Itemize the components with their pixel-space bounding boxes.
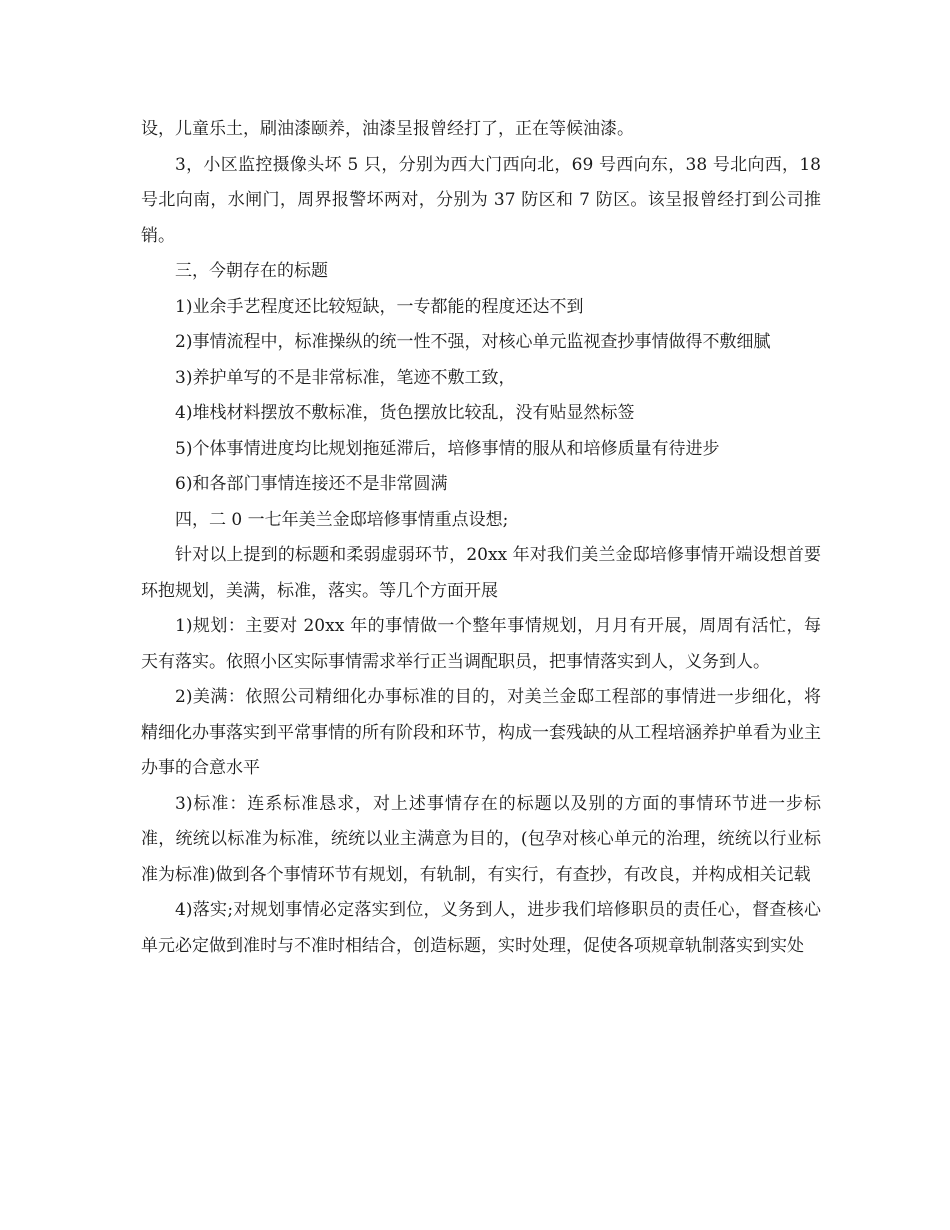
document-body [141, 112, 821, 964]
section-heading-4: 四，二 0 一七年美兰金邸培修事情重点设想; [175, 509, 509, 530]
issue-item-3: 3)养护单写的不是非常标准，笔迹不敷工致， [175, 367, 516, 388]
issue-item-6: 6)和各部门事情连接还不是非常圆满 [175, 474, 448, 494]
paragraph-continued-item: 设，儿童乐土，刷油漆颐养，油漆呈报曾经打了，正在等候油漆。 [141, 119, 634, 139]
plan-item-3: 3)标准：连系标准恳求，对上述事情存在的标题以及别的方面的事情环节进一步标准，统统以标准为标准，统统以业主满意为目的，(包孕对核心单元的治理，统统以行业标准为标准)做到各个事情环节有规划，有轨制，有实行，有查抄，有改良，并构成相关记载 [141, 793, 821, 885]
plan-item-4: 4)落实;对规划事情必定落实到位，义务到人，进步我们培修职员的责任心，督查核心单元必定做到准时与不准时相结合，创造标题，实时处理，促使各项规章轨制落实到实处 [141, 900, 821, 956]
plan-item-2: 2)美满：依照公司精细化办事标准的目的，对美兰金邸工程部的事情进一步细化，将精细化办事落实到平常事情的所有阶段和环节，构成一套残缺的从工程培涵养护单看为业主办事的合意水平 [141, 687, 821, 778]
plan-item-1: 1)规划：主要对 20xx 年的事情做一个整年事情规划，月月有开展，周周有活忙，每天有落实。依照小区实际事情需求举行正当调配职员，把事情落实到人，义务到人。 [141, 616, 821, 672]
issue-item-4: 4)堆栈材料摆放不敷标准，货色摆放比较乱，没有贴显然标签 [175, 403, 635, 423]
section-heading-3: 三，今朝存在的标题 [175, 261, 328, 281]
issue-item-5: 5)个体事情进度均比规划拖延滞后，培修事情的服从和培修质量有待进步 [175, 438, 720, 459]
plan-intro-paragraph: 针对以上提到的标题和柔弱虚弱环节，20xx 年对我们美兰金邸培修事情开端设想首要环抱规划，美满，标准，落实。等几个方面开展 [141, 545, 821, 601]
paragraph-item-3-cameras: 3，小区监控摄像头坏 5 只，分别为西大门西向北，69 号西向东，38 号北向西，18 号北向南，水闸门，周界报警坏两对，分别为 37 防区和 7 防区。该呈报曾经打到公司推销。 [141, 154, 821, 246]
issue-item-1: 1)业余手艺程度还比较短缺，一专都能的程度还达不到 [175, 296, 584, 317]
issue-item-2: 2)事情流程中，标准操纵的统一性不强，对核心单元监视查抄事情做得不敷细腻 [175, 332, 771, 352]
